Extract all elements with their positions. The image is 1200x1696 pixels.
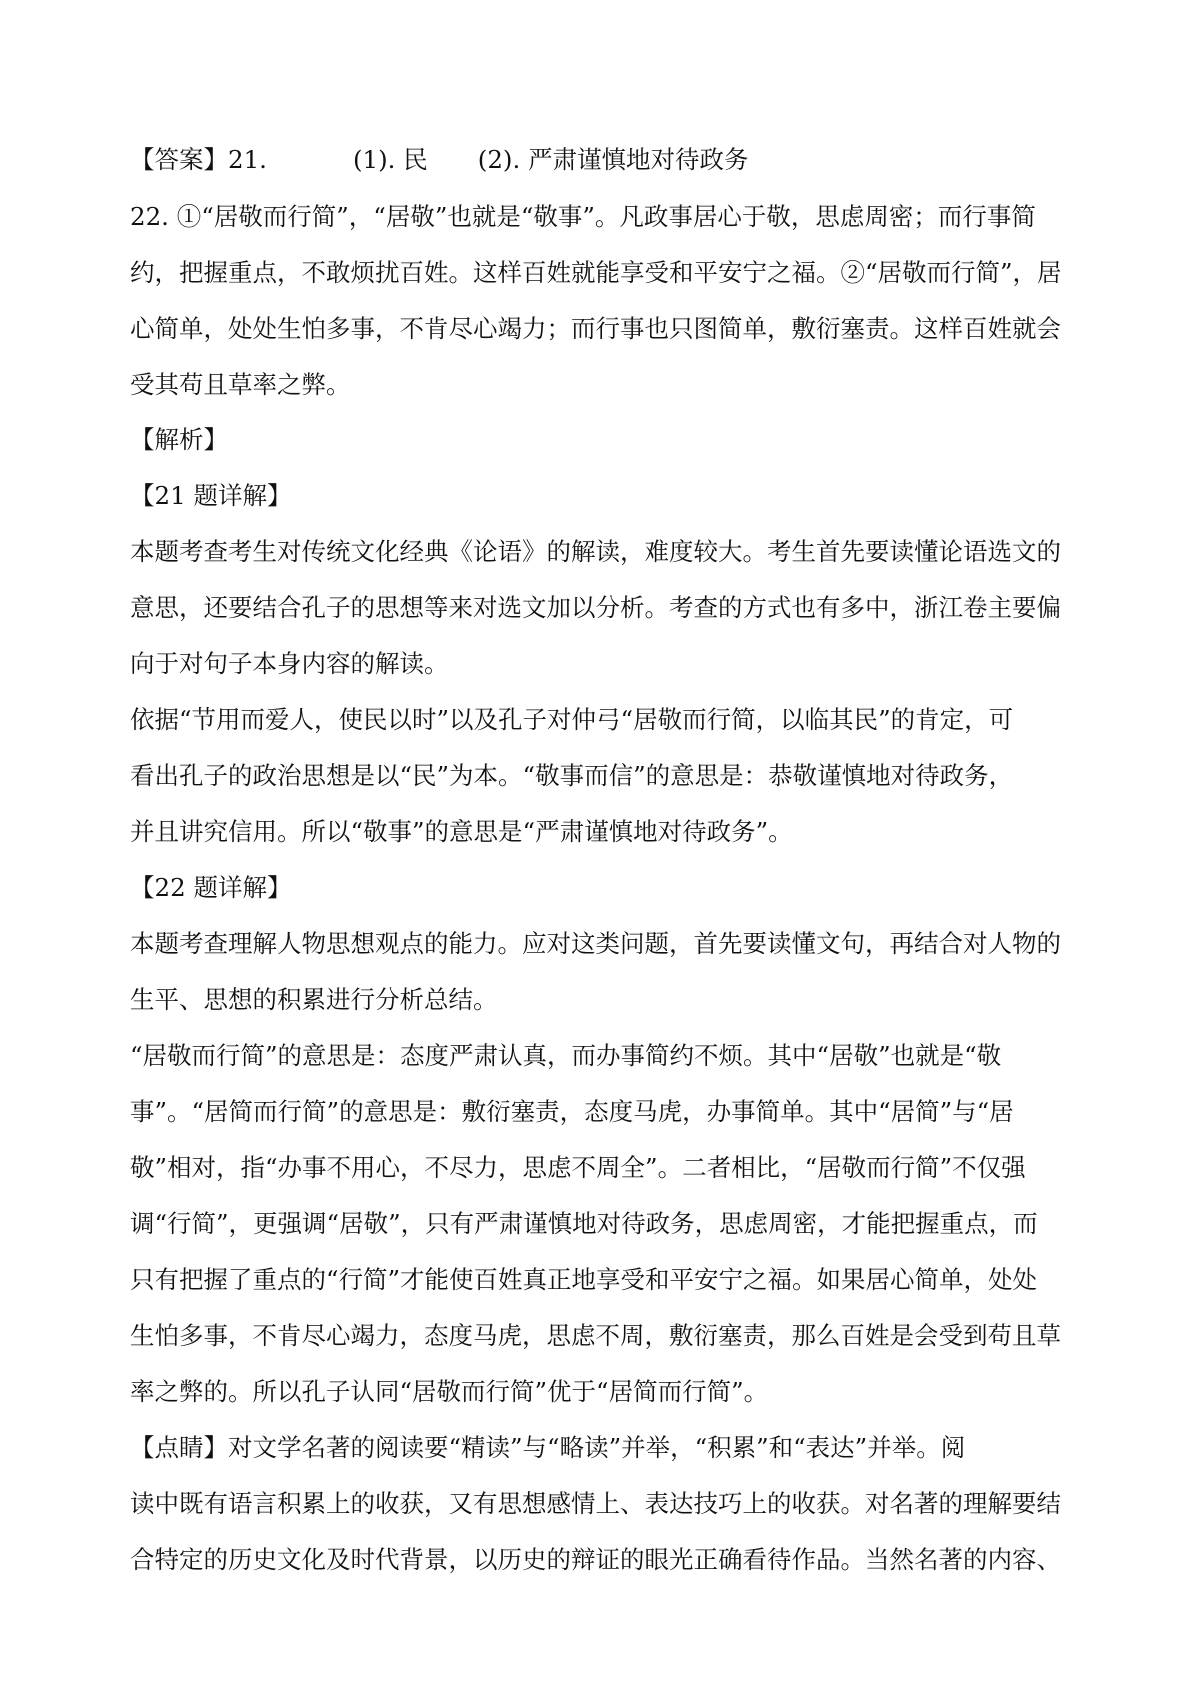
comment-line: 合特定的历史文化及时代背景，以历史的辩证的眼光正确看待作品。当然名著的内容、 [130,1545,1061,1574]
analysis-label: 【解析】 [130,425,228,454]
answer-line-21 [130,143,1200,177]
q21-part2-answer: 严肃谨慎地对待政务 [528,145,749,174]
q22-detail-line: “居敬而行简”的意思是：态度严肃认真，而办事简约不烦。其中“居敬”也就是“敬 [130,1041,1002,1070]
q22-answer-line: 心简单，处处生怕多事，不肯尽心竭力；而行事也只图简单，敷衍塞责。这样百姓就会 [130,314,1061,343]
q21-detail-heading: 【21 题详解】 [130,481,292,510]
q22-detail-line: 率之弊的。所以孔子认同“居敬而行简”优于“居简而行简”。 [130,1377,769,1406]
comment-line: 【点睛】对文学名著的阅读要“精读”与“略读”并举，“积累”和“表达”并举。阅 [130,1433,966,1462]
q22-detail-line: 敬”相对，指“办事不用心，不尽力，思虑不周全”。二者相比，“居敬而行简”不仅强 [130,1153,1026,1182]
q21-detail-line: 向于对句子本身内容的解读。 [130,649,449,678]
q21-detail-line: 依据“节用而爱人，使民以时”以及孔子对仲弓“居敬而行简，以临其民”的肯定，可 [130,705,1014,734]
answer-label: 【答案】 [130,145,228,174]
q21-number: 21. [228,145,267,174]
q22-detail-line: 生怕多事，不肯尽心竭力，态度马虎，思虑不周，敷衍塞责，那么百姓是会受到苟且草 [130,1321,1061,1350]
q22-answer-line: 22. ①“居敬而行简”，“居敬”也就是“敬事”。凡政事居心于敬，思虑周密；而行事简 [130,202,1036,231]
q21-part2-number: (2). [477,145,521,174]
q21-detail-line: 本题考查考生对传统文化经典《论语》的解读，难度较大。考生首先要读懂论语选文的 [130,537,1061,566]
q21-part1-answer: 民 [403,145,428,174]
q22-detail-line: 本题考查理解人物思想观点的能力。应对这类问题，首先要读懂文句，再结合对人物的 [130,929,1061,958]
q22-detail-line: 事”。“居简而行简”的意思是：敷衍塞责，态度马虎，办事简单。其中“居简”与“居 [130,1097,1014,1126]
q21-detail-line: 看出孔子的政治思想是以“民”为本。“敬事而信”的意思是：恭敬谨慎地对待政务， [130,761,1014,790]
q21-detail-line: 意思，还要结合孔子的思想等来对选文加以分析。考查的方式也有多中，浙江卷主要偏 [130,593,1061,622]
q22-detail-heading: 【22 题详解】 [130,873,292,902]
q22-detail-line: 只有把握了重点的“行简”才能使百姓真正地享受和平安宁之福。如果居心简单，处处 [130,1265,1038,1294]
q22-answer-line: 受其苟且草率之弊。 [130,370,351,399]
q22-detail-line: 调“行简”，更强调“居敬”，只有严肃谨慎地对待政务，思虑周密，才能把握重点，而 [130,1209,1038,1238]
q21-part1-number: (1). [352,145,396,174]
comment-line: 读中既有语言积累上的收获，又有思想感情上、表达技巧上的收获。对名著的理解要结 [130,1489,1061,1518]
q22-answer-line: 约，把握重点，不敢烦扰百姓。这样百姓就能享受和平安宁之福。②“居敬而行简”，居 [130,258,1062,287]
q22-detail-line: 生平、思想的积累进行分析总结。 [130,985,498,1014]
q21-detail-line: 并且讲究信用。所以“敬事”的意思是“严肃谨慎地对待政务”。 [130,817,793,846]
